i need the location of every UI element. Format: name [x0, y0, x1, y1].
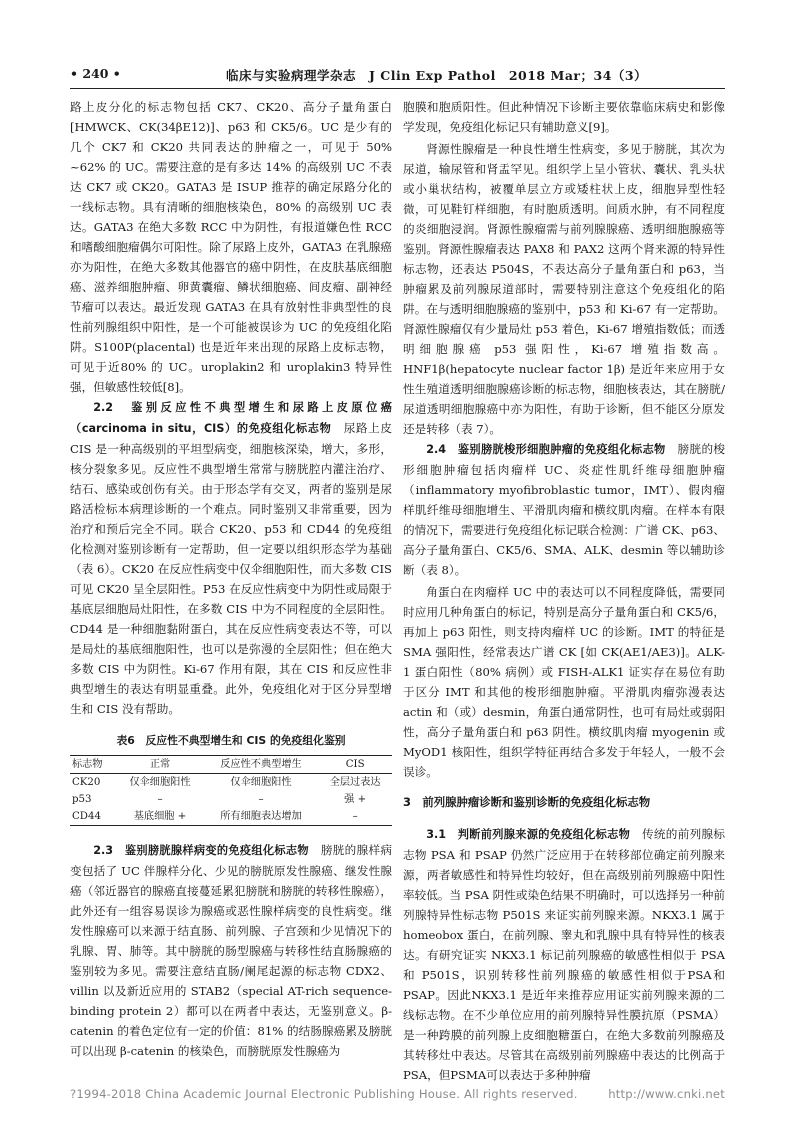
section-2-4-title: 2.4 鉴别膀胱梭形细胞肿瘤的免疫组化标志物	[426, 443, 666, 456]
section-2-2-title: 2.2 鉴别反应性不典型增生和尿路上皮原位癌（carcinoma in situ，CIS）的免疫组化标志物	[70, 401, 392, 435]
table-cell: p53	[72, 794, 92, 805]
section-2-4-text: 膀胱的梭形细胞肿瘤包括肉瘤样 UC、炎症性肌纤维母细胞肿瘤（inflammatory myofibroblastic tumor，IMT）、假肉瘤样肌纤维母细胞增生、平滑肌肉瘤和横纹肌肉瘤。在样本有限的情况下，需要进行免疫组化标记联合检测：广谱 CK、p63、高分子量角蛋白、CK5/6、SMA、ALK、desmin 等以辅助诊断（表 8）。	[403, 442, 725, 577]
table-cell: 所有细胞表达增加	[220, 811, 302, 822]
table-cell: CD44	[72, 811, 101, 822]
table-cell: –	[258, 794, 264, 805]
section-2-2	[70, 397, 392, 719]
table-cell: 仅伞细胞阳性	[230, 777, 292, 788]
section-3-title: 3 前列腺肿瘤诊断和鉴别诊断的免疫组化标志物	[403, 795, 651, 809]
table-cell: 强 +	[344, 794, 367, 805]
source-url: http://www.cnki.net	[608, 1087, 725, 1101]
section-3-1-text: 传统的前列腺标志物 PSA 和 PSAP 仍然广泛应用于在转移部位确定前列腺来源，两者敏感性和特异性均较好，但在高级别前列腺癌中阳性率较低。当 PSA 阴性或染色结果不明确时，可以选择另一种前列腺特异性标志物 P501S 来证实前列腺来源。NKX3.1 属于 homeobox 蛋白，在前列腺、睾丸和乳腺中具有特异性的核表达。有研究证实 NKX3.1 标记前列腺癌的敏感性相似于 PSA 和 P501S，识别转移性前列腺癌的敏感性相似于PSA和PSAP。因此NKX3.1 是近年来推荐应用证实前列腺来源的二线标志物。在不少单位应用的前列腺特异性膜抗原（PSMA）是一种跨膜的前列腺上皮细胞糖蛋白，在绝大多数前列腺癌及其转移灶中表达。尽管其在高级别前列腺癌中表达的比例高于 PSA，但PSMA可以表达于多种肿瘤	[403, 827, 725, 1082]
paragraph-nephrogenic-adenoma: 肾源性腺瘤是一种良性增生性病变，多见于膀胱，其次为尿道，输尿管和肾盂罕见。组织学上呈小管状、囊状、乳头状或小巢状结构，被覆单层立方或矮柱状上皮，细胞异型性轻微，可见鞋钉样细胞，有时胞质透明。间质水肿，有不同程度的炎细胞浸润。肾源性腺瘤需与前列腺腺癌、透明细胞腺癌等鉴别。肾源性腺瘤表达 PAX8 和 PAX2 这两个肾来源的特异性标志物，还表达 P504S，不表达高分子量角蛋白和 p63，当肿瘤累及前列腺尿道部时，需要特别注意这个免疫组化的陷阱。在与透明细胞腺癌的鉴别中，p53 和 Ki-67 有一定帮助。肾源性腺瘤仅有少量局灶 p53 着色，Ki-67 增殖指数低；而透明细胞腺癌 p53 强阳性，Ki-67 增殖指数高。HNF1β(hepatocyte nuclear factor 1β) 是近年来应用于女性生殖道透明细胞腺癌诊断的标志物，细胞核表达，其在膀胱/尿道透明细胞腺癌中亦为阳性，有助于诊断，但不能区分原发还是转移（表 7）。	[403, 142, 725, 436]
table-cell: –	[157, 794, 163, 805]
table-cell: CK20	[72, 777, 101, 788]
paragraph-urothelial-markers: 路上皮分化的标志物包括 CK7、CK20、高分子量角蛋白 [HMWCK、CK(34βE12)]、p63 和 CK5/6。UC 是少有的几个 CK7 和 CK20 共同表达的肿瘤之一，可见于 50% ~62% 的 UC。需要注意的是有多达 14% 的高级别 UC 不表达 CK7 或 CK20。GATA3 是 ISUP 推荐的确定尿路分化的一线标志物。具有清晰的细胞核染色，80% 的高级别 UC 表达。GATA3 在绝大多数 RCC 中为阴性，有报道嫌色性 RCC 和嗜酸细胞瘤偶尔可阳性。除了尿路上皮外，GATA3 在乳腺癌亦为阳性，在绝大多数其他器官的癌中阴性，在皮肤基底细胞癌、滋养细胞肿瘤、卵黄囊瘤、鳞状细胞癌、间皮瘤、副神经节瘤可以表达。最近发现 GATA3 在具有放射性非典型性的良性前列腺组织中阳性，是一个可能被误诊为 UC 的免疫组化陷阱。S100P(placental) 也是近年来出现的尿路上皮标志物，可见于近80% 的 UC。uroplakin2 和 uroplakin3 特异性强，但敏感性较低[8]。	[70, 100, 392, 394]
section-3-1-title: 3.1 判断前列腺来源的免疫组化标志物	[426, 828, 631, 841]
section-2-3	[70, 840, 392, 1061]
table-6-title: 表6 反应性不典型增生和 CIS 的免疫组化鉴别	[116, 734, 346, 747]
table-row	[70, 791, 392, 808]
page-number: • 240 •	[70, 66, 121, 81]
table-header-cell: 标志物	[72, 759, 103, 770]
table-cell: –	[352, 811, 358, 822]
right-column	[403, 97, 725, 1085]
section-2-4	[403, 439, 725, 580]
table-header-cell: CIS	[345, 759, 365, 770]
table-header-cell: 反应性不典型增生	[220, 759, 302, 770]
table-row	[70, 774, 392, 792]
paragraph-keratin: 角蛋白在肉瘤样 UC 中的表达可以不同程度降低，需要同时应用几种角蛋白的标记，特别是高分子量角蛋白和 CK5/6，再加上 p63 阳性，则支持肉瘤样 UC 的诊断。IMT 的特征是 SMA 强阳性，经常表达广谱 CK [如 CK(AE1/AE3)]。ALK-1 蛋白阳性（80% 病例）或 FISH-ALK1 证实存在易位有助于区分 IMT 和其他的梭形细胞肿瘤。平滑肌肉瘤弥漫表达 actin 和（或）desmin，角蛋白通常阴性，也可有局灶或弱阳性，高分子量角蛋白和 p63 阴性。横纹肌肉瘤 myogenin 或 MyOD1 核阳性，组织学特征再结合多发于年轻人，一般不会误诊。	[403, 585, 725, 779]
left-column	[70, 97, 392, 1061]
table-cell: 仅伞细胞阳性	[129, 777, 191, 788]
copyright-notice: ?1994-2018 China Academic Journal Electronic Publishing House. All rights reserved.	[70, 1087, 578, 1101]
table-6	[70, 755, 392, 826]
section-2-2-text: 尿路上皮 CIS 是一种高级别的平坦型病变，细胞核深染，增大，多形，核分裂象多见。反应性不典型增生常常与膀胱腔内灌注治疗、结石、感染或创伤有关。由于形态学有交叉，两者的鉴别是尿路活检标本病理诊断的一个难点。同时鉴别又非常重要，因为治疗和预后完全不同。联合 CK20、p53 和 CD44 的免疫组化检测对鉴别诊断有一定帮助，但一定要以组织形态学为基础（表 6）。CK20 在反应性病变中仅伞细胞阳性，而大多数 CIS 可见 CK20 呈全层阳性。P53 在反应性病变中为阴性或局限于基底层细胞局灶阳性，在多数 CIS 中为不同程度的全层阳性。CD44 是一种细胞黏附蛋白，其在反应性病变表达不等，可以是局灶的基底细胞阳性，也可以是弥漫的全层阳性；但在绝大多数 CIS 中为阴性。Ki-67 作用有限，其在 CIS 和反应性非典型增生的表达有明显重叠。此外，免疫组化对于区分异型增生和 CIS 没有帮助。	[70, 421, 392, 716]
section-2-3-title: 2.3 鉴别膀胱腺样病变的免疫组化标志物	[93, 844, 309, 857]
paragraph-continuation: 胞膜和胞质阳性。但此种情况下诊断主要依靠临床病史和影像学发现，免疫组化标记只有辅助意义[9]。	[403, 100, 725, 134]
table-header-cell: 正常	[149, 759, 171, 770]
section-2-3-text: 膀胱的腺样病变包括了 UC 伴腺样分化、少见的膀胱原发性腺癌、继发性腺癌（邻近器官的腺癌直接蔓延累犯膀胱和膀胱的转移性腺癌），此外还有一组容易误诊为腺癌或恶性腺样病变的良性病变。继发性腺癌可以来源于结直肠、前列腺、子宫颈和少见情况下的乳腺、胃、肺等。其中膀胱的肠型腺癌与转移性结直肠腺癌的鉴别较为多见。需要注意结直肠/阑尾起源的标志物 CDX2、villin 以及新近应用的 STAB2（special AT-rich sequence-binding protein 2）都可以在两者中表达，无鉴别意义。β-catenin 的着色定位有一定的价值：81% 的结肠腺癌累及膀胱可以出现 β-catenin 的核染色，而膀胱原发性腺癌为	[70, 843, 392, 1058]
running-header	[70, 66, 725, 86]
section-3-1	[403, 824, 725, 1085]
table-cell: 基底细胞 +	[133, 811, 187, 822]
header-rule	[70, 88, 725, 89]
journal-title: 临床与实验病理学杂志 J Clin Exp Pathol 2018 Mar；34（3）	[226, 68, 648, 83]
table-cell: 全层过表达	[329, 777, 381, 788]
table-row	[70, 808, 392, 826]
table-header-row	[70, 756, 392, 774]
